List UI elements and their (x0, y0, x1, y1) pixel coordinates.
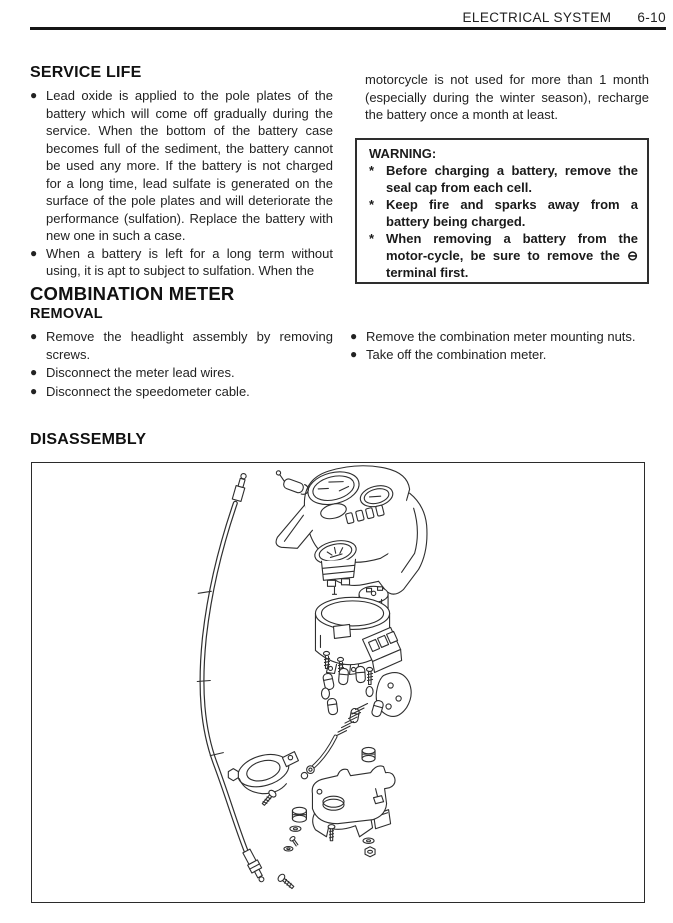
exploded-diagram (32, 463, 644, 902)
list-item-text: Lead oxide is applied to the pole plates of the battery which will come off gradually during the service. When the bottom of the battery case becomes full of the sediment, the battery cannot be used any more. If the battery is not charged for a long time, lead sulfate is generated on the surface of the pole plates and will deteriorate the performance (sulfation). Replace the battery with new one in such a case. (46, 88, 333, 243)
handlebar-clamp-icon (228, 749, 298, 807)
asterisk-icon: * (369, 231, 375, 246)
disassembly-diagram-frame (31, 462, 645, 903)
list-item-text: Take off the combination meter. (366, 346, 547, 362)
list-item (350, 346, 650, 364)
service-life-list (30, 87, 333, 280)
warning-box (355, 138, 649, 284)
list-item-text: When a battery is left for a long term without using, it is apt to subject to sulfation. When the (46, 245, 333, 278)
warning-title: WARNING: (369, 146, 437, 161)
warning-item (369, 162, 638, 196)
asterisk-icon: * (369, 197, 375, 212)
speedometer-cable-icon (197, 472, 267, 884)
list-item-text: Disconnect the meter lead wires. (46, 365, 235, 380)
bullet-icon: ● (350, 329, 358, 343)
list-item-text: Remove the combination meter mounting nuts. (366, 329, 636, 344)
removal-heading: REMOVAL (30, 306, 103, 322)
removal-steps-left (30, 328, 333, 401)
page-number: 6-10 (637, 10, 666, 25)
bullet-icon: ● (30, 365, 38, 379)
list-item (30, 383, 333, 401)
grommet-icon (362, 747, 375, 761)
list-item-text: Remove the headlight assembly by removing screws. (46, 329, 333, 362)
spacer-stack-icon (284, 807, 307, 851)
warning-item-text: Before charging a battery, remove the seal cap from each cell. (386, 163, 638, 195)
page-header (30, 10, 666, 25)
bullet-icon: ● (30, 245, 38, 260)
list-item (30, 87, 333, 245)
wiring-harness-icon (301, 666, 411, 779)
bullet-icon: ● (350, 346, 358, 361)
list-item (30, 245, 333, 280)
warning-item (369, 196, 638, 230)
combination-meter-heading: COMBINATION METER (30, 283, 235, 304)
asterisk-icon: * (369, 163, 375, 178)
warning-item-text: When removing a battery from the motor-cycle, be sure to remove the ⊖ terminal first. (386, 231, 638, 280)
header-rule (30, 27, 666, 30)
removal-steps-right (350, 328, 650, 363)
bottom-screw-icon (328, 825, 335, 841)
warning-item (369, 230, 638, 281)
bullet-icon: ● (30, 88, 38, 102)
washer-nut-icon (363, 838, 375, 857)
section-title: ELECTRICAL SYSTEM (462, 10, 612, 25)
nut-icon (228, 769, 238, 781)
warning-item-text: Keep fire and sparks away from a battery being charged. (386, 197, 638, 229)
bullet-icon: ● (30, 383, 38, 398)
bullet-icon: ● (30, 329, 38, 343)
list-item (30, 364, 333, 382)
screw-icon (277, 873, 296, 891)
list-item-text: Disconnect the speedometer cable. (46, 383, 250, 399)
service-life-continuation: motorcycle is not used for more than 1 month (especially during the winter season), recharge the battery once a month at least. (365, 72, 649, 122)
service-life-heading: SERVICE LIFE (30, 64, 142, 81)
clamp-screw-icon (260, 789, 277, 807)
list-item (30, 328, 333, 363)
disassembly-heading: DISASSEMBLY (30, 431, 147, 448)
list-item (350, 328, 650, 346)
